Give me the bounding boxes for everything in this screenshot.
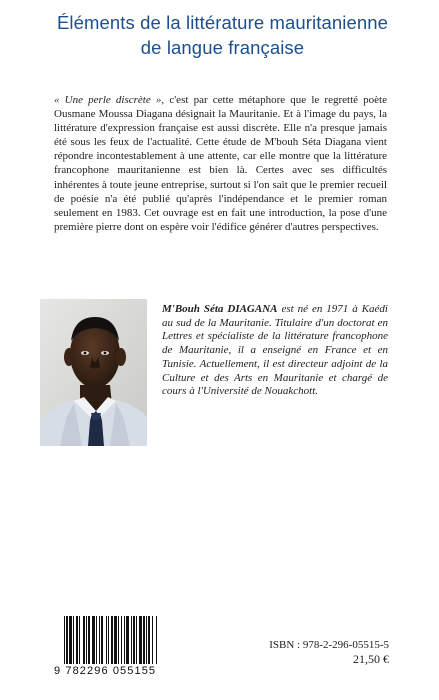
barcode-bar — [69, 616, 72, 664]
barcode-bar — [136, 616, 137, 664]
barcode-bar — [108, 616, 109, 664]
barcode-bar — [124, 616, 125, 664]
barcode-bar — [131, 616, 132, 664]
barcode-bar — [92, 616, 95, 664]
price: 21,50 € — [353, 652, 389, 666]
barcode-bar — [121, 616, 122, 664]
barcode-bar — [88, 616, 90, 664]
barcode-bar — [101, 616, 103, 664]
barcode-bar — [111, 616, 113, 664]
barcode-bar — [139, 616, 142, 664]
barcode-bar — [114, 616, 117, 664]
barcode-bar — [64, 616, 65, 664]
barcode-bar — [96, 616, 97, 664]
book-title — [20, 10, 425, 60]
author-bio — [162, 303, 388, 399]
barcode-bar — [79, 616, 80, 664]
barcode-bar — [106, 616, 107, 664]
author-bio-text: est né en 1971 à Kaédi au sud de la Mauritanie. Titulaire d'un doctorat en Lettres et spécialiste de la littérature francophone de Mauritanie, il a enseigné en France et en Tunisie. Actuellement, il est directeur adjoint de la Culture et des Arts en Mauritanie et chargé de cours à l'Université de Nouakchott. — [162, 303, 388, 398]
barcode-digits: 9 782296 055155 — [54, 665, 157, 677]
barcode-bar — [76, 616, 78, 664]
author-name: M'Bouh Séta DIAGANA — [162, 303, 278, 315]
barcode-bar — [73, 616, 74, 664]
barcode-bar — [148, 616, 150, 664]
barcode-bar — [86, 616, 87, 664]
intro-text: , c'est par cette métaphore que le regretté poète Ousmane Moussa Diagana désignait la Mauritanie. Et à l'image du pays, la littérature d'expression française est aussi discrète. Elle n'a presque jamais été sous les feux de l'actualité. Cette étude de M'bouh Séta Diagana vient répondre incontestablement à une attente, car elle montre que la littérature francophone mauritanienne est bien là. Certes avec ses difficultés inhérentes à toute jeune entreprise, surtout si l'on sait que le premier recueil de poésie n'a été publié qu'après l'indépendance et le premier roman seulement en 1983. Cet ouvrage est en fait une introduction, la pose d'une première pierre dont on espère voir l'édifice générer d'autres perspectives. — [54, 94, 387, 233]
barcode-bars — [54, 616, 204, 666]
isbn: ISBN : 978-2-296-05515-5 — [269, 639, 389, 651]
barcode-bar — [83, 616, 85, 664]
barcode-bar — [133, 616, 135, 664]
barcode-bar — [143, 616, 145, 664]
barcode-bar — [156, 616, 157, 664]
barcode-bar — [99, 616, 100, 664]
barcode-bar — [146, 616, 147, 664]
book-title-line-1: Éléments de la littérature mauritanienne — [56, 12, 388, 33]
author-photo — [40, 299, 147, 446]
book-title-line-2: de langue française — [140, 37, 305, 58]
barcode-bar — [126, 616, 129, 664]
barcode-bar — [152, 616, 153, 664]
barcode-bar — [118, 616, 119, 664]
barcode-bar — [66, 616, 68, 664]
author-portrait-illustration — [40, 299, 147, 446]
intro-paragraph — [54, 93, 387, 234]
intro-quote: « Une perle discrète » — [54, 94, 162, 106]
